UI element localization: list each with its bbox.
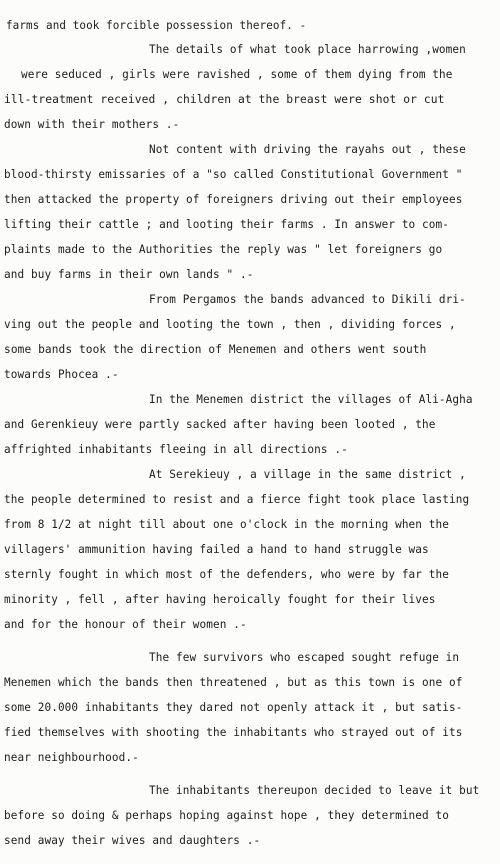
text-line: and Gerenkieuy were partly sacked after having been looted , the — [4, 417, 436, 431]
text-line: sternly fought in which most of the defenders, who were by far the — [4, 567, 450, 581]
text-line: were seduced , girls were ravished , some of them dying from the — [21, 67, 453, 81]
text-line: fied themselves with shooting the inhabitants who strayed out of its — [4, 725, 463, 739]
text-line: some bands took the direction of Menemen and others went south — [4, 342, 427, 356]
text-line: From Pergamos the bands advanced to Dikili dri- — [149, 292, 466, 306]
text-line: At Serekieuy , a village in the same district , — [149, 467, 466, 481]
text-line: minority , fell , after having heroically fought for their lives — [4, 592, 436, 606]
text-line: towards Phocea .- — [4, 367, 119, 381]
text-line: plaints made to the Authorities the reply was " let foreigners go — [4, 242, 443, 256]
text-line: blood-thirsty emissaries of a "so called Constitutional Government " — [4, 167, 463, 181]
text-line: In the Menemen district the villages of Ali-Agha — [149, 392, 473, 406]
text-line: and buy farms in their own lands " .- — [4, 267, 254, 281]
text-line: ving out the people and looting the town , then , dividing forces , — [4, 317, 456, 331]
text-line: and for the honour of their women .- — [4, 617, 247, 631]
text-line: Not content with driving the rayahs out , these — [149, 142, 466, 156]
text-line: some 20.000 inhabitants they dared not openly attack it , but satis- — [4, 700, 463, 714]
text-line: The few survivors who escaped sought refuge in — [149, 650, 460, 664]
text-line: the people determined to resist and a fierce fight took place lasting — [4, 492, 470, 506]
text-line: lifting their cattle ; and looting their farms . In answer to com- — [4, 217, 450, 231]
text-line: Menemen which the bands then threatened , but as this town is one of — [4, 675, 463, 689]
text-line: send away their wives and daughters .- — [4, 833, 261, 847]
text-line: villagers' ammunition having failed a hand to hand struggle was — [4, 542, 429, 556]
text-line: down with their mothers .- — [4, 117, 180, 131]
text-line: The details of what took place harrowing ,women — [149, 42, 466, 56]
text-line: The inhabitants thereupon decided to leave it but — [149, 783, 480, 797]
text-line: from 8 1/2 at night till about one o'clock in the morning when the — [4, 517, 450, 531]
text-line: near neighbourhood.- — [4, 750, 139, 764]
text-line: then attacked the property of foreigners driving out their employees — [4, 192, 463, 206]
text-line: affrighted inhabitants fleeing in all directions .- — [4, 442, 348, 456]
text-line: before so doing & perhaps hoping against hope , they determined to — [4, 808, 450, 822]
text-line: ill-treatment received , children at the breast were shot or cut — [4, 92, 445, 106]
text-line: farms and took forcible possession thereof. - — [6, 18, 307, 32]
